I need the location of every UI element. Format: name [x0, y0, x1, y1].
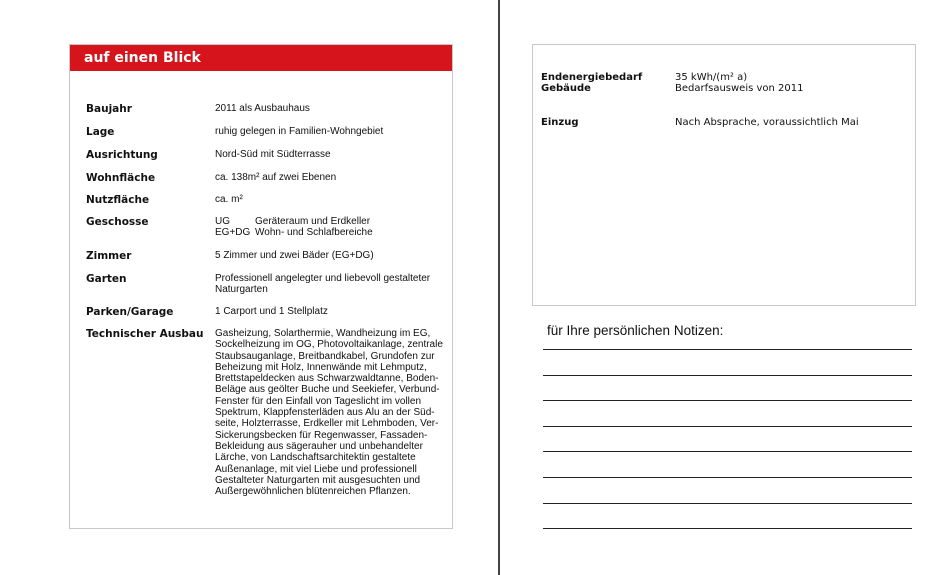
overview-header	[70, 45, 452, 71]
row-label: Ausrichtung	[86, 149, 158, 161]
floor-key: EG+DG	[215, 227, 251, 239]
row-label: Zimmer	[86, 250, 132, 262]
note-line	[543, 426, 912, 427]
row-value: ca. 138m² auf zwei Ebenen	[215, 172, 337, 183]
note-line	[543, 503, 912, 504]
overview-title: auf einen Blick	[84, 50, 201, 66]
floor-key: UG	[215, 216, 230, 227]
notes-title: für Ihre persönlichen Notizen:	[547, 323, 724, 338]
energy-label: Gebäude	[541, 83, 591, 94]
row-label: Lage	[86, 126, 115, 138]
page-divider	[498, 0, 500, 575]
row-label: Nutzfläche	[86, 194, 150, 206]
row-value: ca. m²	[215, 194, 243, 205]
move-in-label: Einzug	[541, 117, 579, 128]
floor-desc: Geräteraum und Erdkeller	[255, 216, 371, 227]
row-value: 5 Zimmer und zwei Bäder (EG+DG)	[215, 250, 374, 261]
row-label: Technischer Ausbau	[86, 328, 204, 340]
row-value: Gasheizung, Solarthermie, Wandheizung im EG, Sockelheizung im OG, Photovoltaikanlage, zentrale Staubsauganlage, Breitbandkabel, Grundofen zur Beheizung mit Holz, Innenwände mit Lehmputz, Brettstapeldecken aus Schwarzwaldtanne, Boden-Beläge aus geölter Buche und Seekiefer, Verbund-Fenster für den Einfall von Tageslicht im vollen Spektrum, Klappfensterläden aus Alu an der Süd-seite, Holzterrasse, Erdkeller mit Lehmboden, Ver-Sickerungsbecken für Regenwasser, Fassaden-Bekleidung aus sägerauher und unbehandelter Lärche, von Landschaftsarchitektin gestaltete Außenanlage, mit viel Liebe und professionell Gestalteter Naturgarten mit ausgesuchten und Außergewöhnlichen blütenreichen Pflanzen.	[215, 328, 443, 498]
row-value: 1 Carport und 1 Stellplatz	[215, 306, 328, 317]
row-label: Geschosse	[86, 216, 149, 228]
row-label: Garten	[86, 273, 127, 285]
row-label: Baujahr	[86, 103, 132, 115]
note-line	[543, 349, 912, 350]
row-value: Nord-Süd mit Südterrasse	[215, 149, 331, 160]
row-value: Professionell angelegter und liebevoll gestalteter Naturgarten	[215, 273, 431, 296]
row-label: Wohnfläche	[86, 172, 156, 184]
floor-desc: Wohn- und Schlafbereiche	[255, 227, 373, 239]
note-line	[543, 477, 912, 478]
certificate-value: Bedarfsausweis von 2011	[675, 83, 804, 94]
energy-card	[532, 44, 916, 306]
note-line	[543, 400, 912, 401]
row-value: ruhig gelegen in Familien-Wohngebiet	[215, 126, 384, 137]
note-line	[543, 528, 912, 529]
note-line	[543, 451, 912, 452]
row-value	[215, 216, 447, 239]
row-value: 2011 als Ausbauhaus	[215, 103, 310, 114]
overview-card	[69, 44, 453, 529]
energy-label: Endenergiebedarf	[541, 72, 643, 83]
row-label: Parken/Garage	[86, 306, 174, 318]
floor-line	[215, 216, 447, 227]
note-line	[543, 375, 912, 376]
energy-value: 35 kWh/(m² a)	[675, 72, 748, 83]
move-in-value: Nach Absprache, voraussichtlich Mai	[675, 117, 859, 128]
floor-line	[215, 227, 447, 238]
